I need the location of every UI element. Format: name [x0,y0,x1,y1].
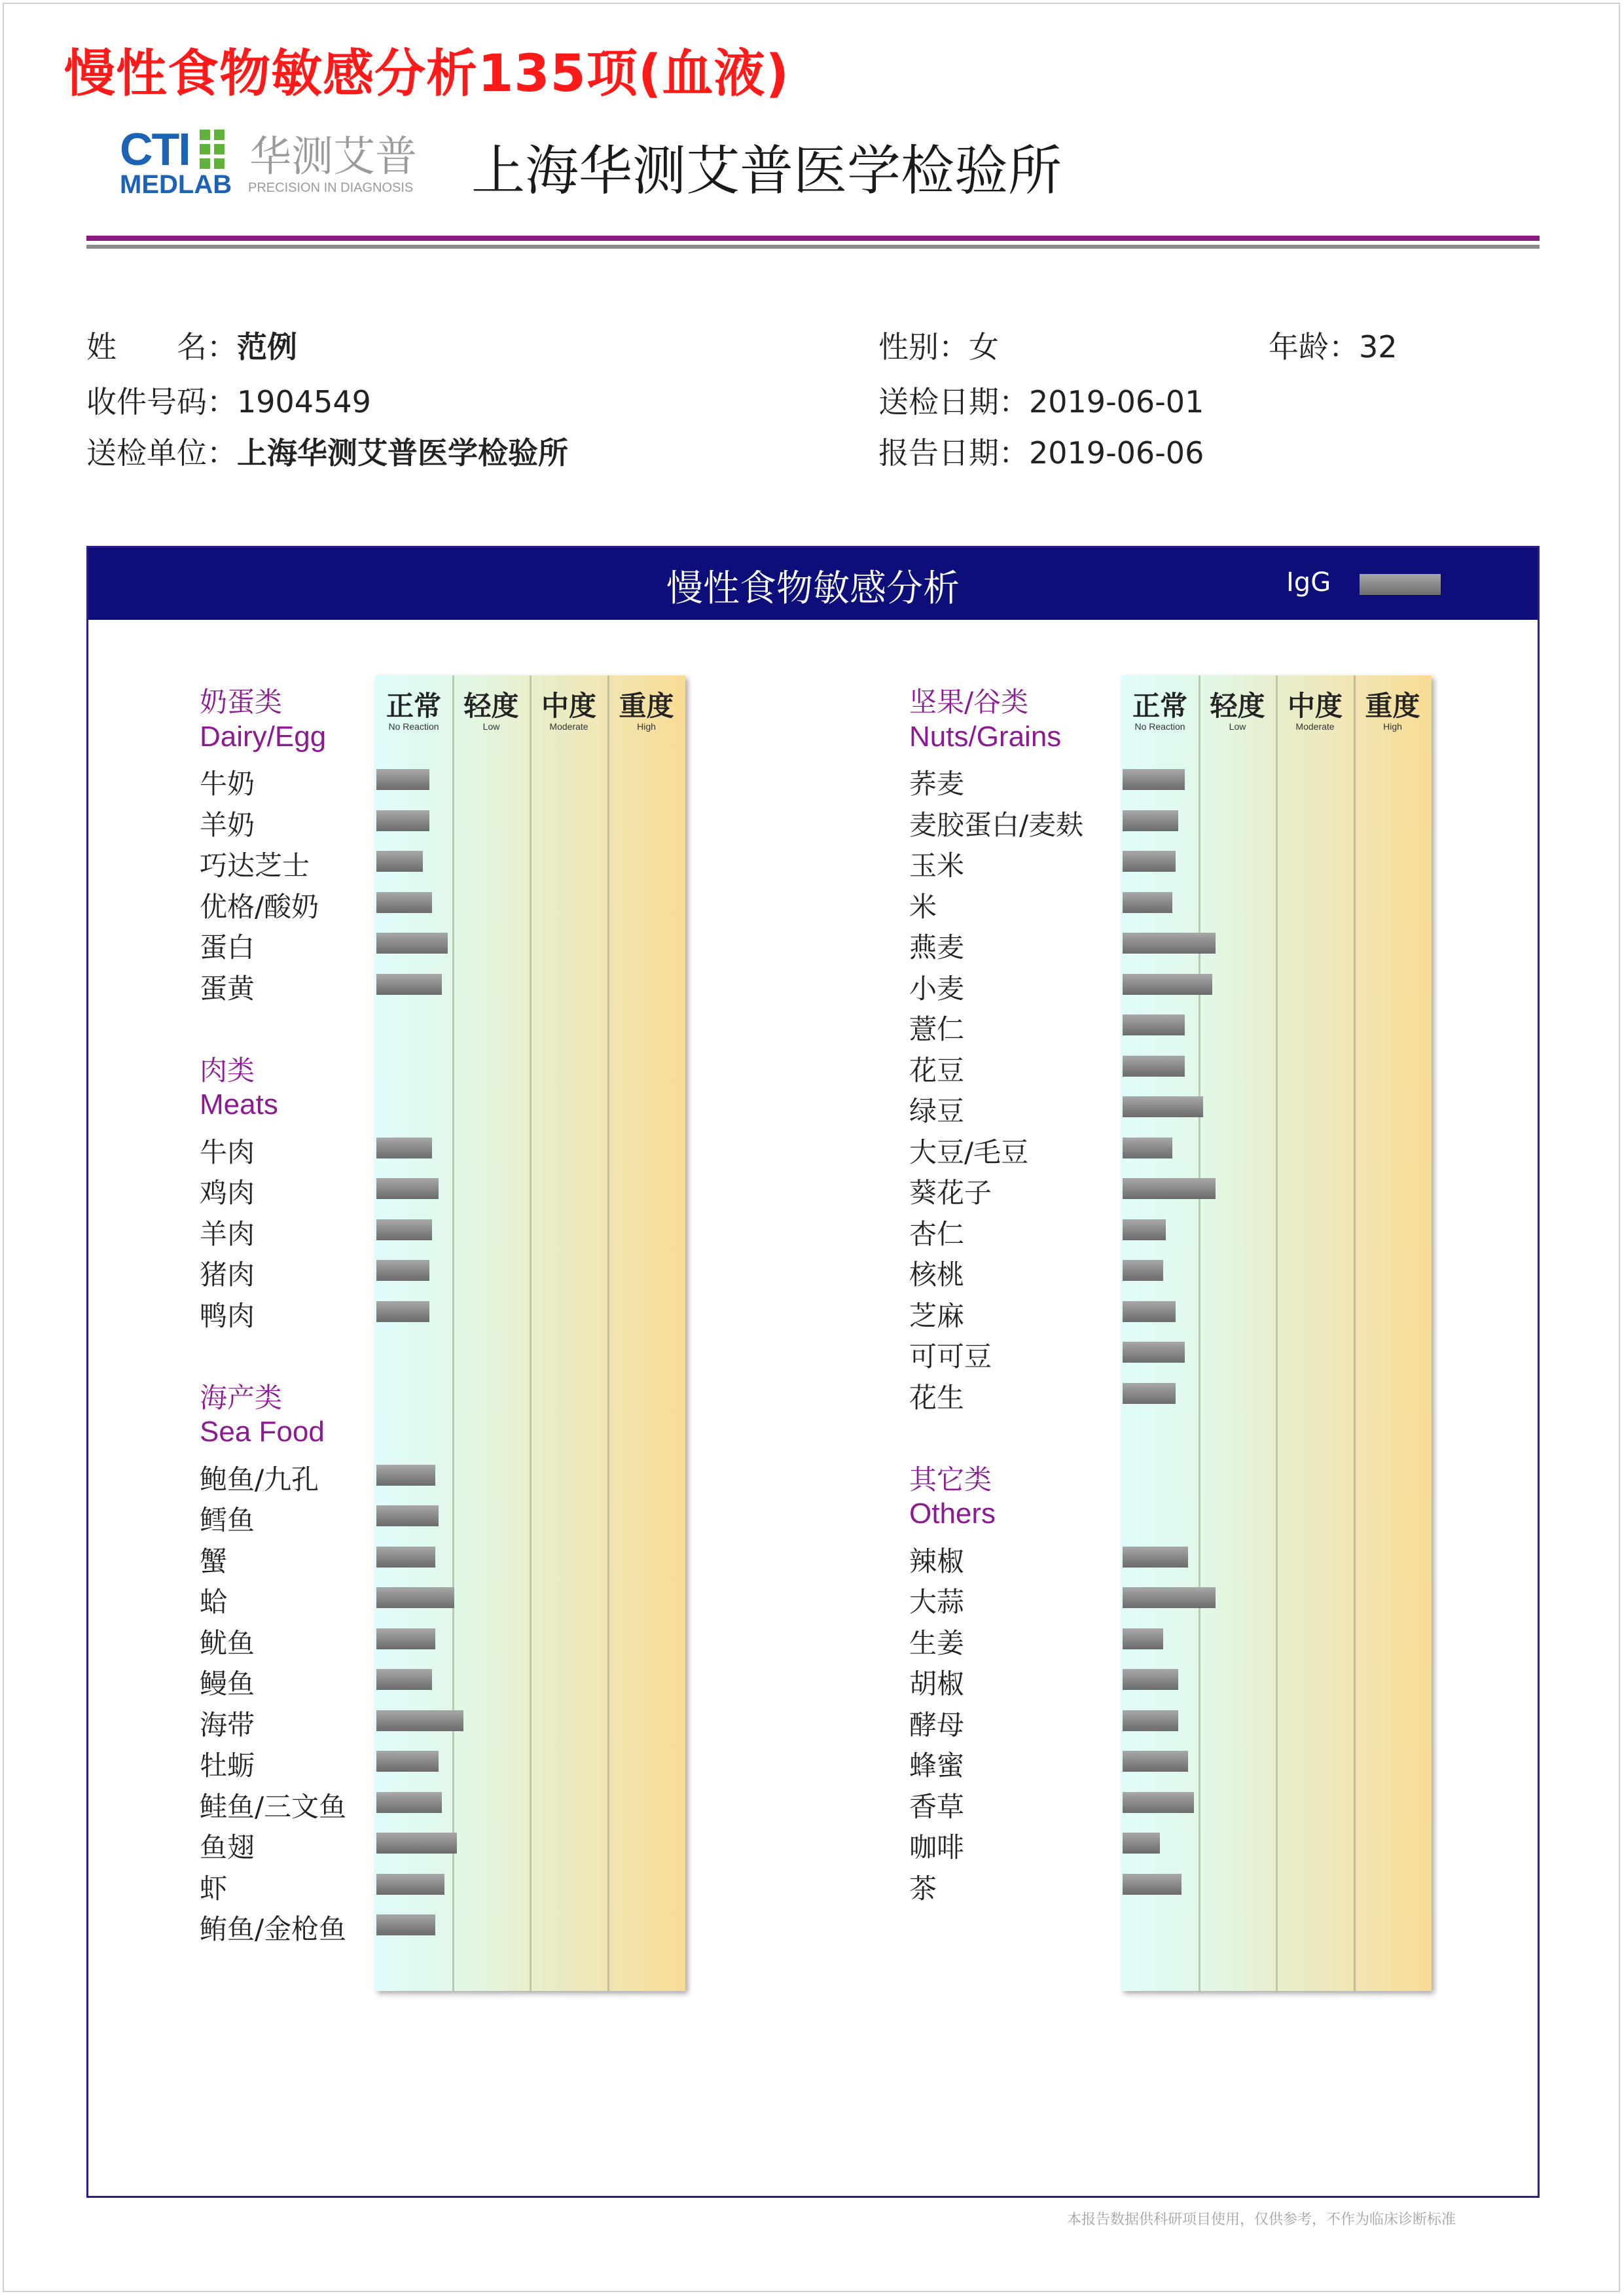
category-label-en: Sea Food [200,1416,325,1448]
level-header [1355,685,1431,732]
category-label-en: Others [909,1498,996,1530]
level-separator [1276,675,1278,1991]
food-item-label: 鸭肉 [200,1299,255,1332]
lab-logo [120,120,427,199]
food-item-label: 生姜 [909,1626,965,1659]
igg-level-bar [376,1178,439,1199]
food-item-label: 优格/酸奶 [200,890,319,923]
igg-level-bar [376,1587,454,1608]
igg-level-bar [1123,1138,1172,1158]
header-divider-secondary [86,245,1540,249]
report-date-label: 报告日期： [878,435,1029,471]
food-item-label: 蜂蜜 [909,1749,965,1782]
food-item-label: 鸡肉 [200,1177,255,1209]
igg-level-bar [1123,1342,1185,1363]
igg-level-bar [1123,1178,1216,1199]
level-header [609,685,685,732]
level-header [1277,685,1353,732]
level-header-en: No Reaction [388,721,439,732]
igg-level-bar [1123,1056,1185,1077]
logo-sub: MEDLAB [120,170,232,199]
igg-level-bar [376,1547,435,1568]
food-item-label: 花生 [909,1381,965,1414]
igg-level-bar [376,1833,457,1854]
igg-level-bar [376,1465,435,1486]
age-label: 年龄： [1269,329,1359,365]
food-item-label: 鱼翅 [200,1831,255,1863]
food-item-label: 虾 [200,1872,228,1905]
level-separator [1354,675,1356,1991]
food-item-label: 茶 [909,1872,937,1905]
level-header-en: Low [482,721,500,732]
food-item-label: 蛋黄 [200,972,255,1005]
level-header-cn: 轻度 [1210,690,1265,722]
food-item-label: 鲑鱼/三文鱼 [200,1790,347,1823]
age-value: 32 [1359,329,1398,365]
category-label-en: Dairy/Egg [200,720,327,753]
igg-level-bar [1123,851,1176,872]
category-label-en: Meats [200,1088,278,1121]
receipt-value: 1904549 [237,384,371,420]
gender-field [878,323,999,367]
igg-level-bar [1123,1874,1182,1895]
igg-level-bar [1123,1587,1216,1608]
unit-field [86,429,568,473]
level-header-en: Moderate [549,721,588,732]
category-label-cn: 其它类 [909,1463,992,1496]
igg-level-bar [1123,1383,1176,1404]
igg-level-bar [376,1914,435,1935]
igg-level-bar [1123,1014,1185,1035]
igg-level-bar [1123,1547,1188,1568]
organization-name: 上海华测艾普医学检验所 [471,140,1062,202]
gender-value: 女 [969,329,999,365]
food-item-label: 花豆 [909,1054,965,1086]
food-item-label: 鳗鱼 [200,1668,255,1700]
igg-level-bar [1123,1751,1188,1772]
igg-level-bar [1123,1792,1194,1813]
level-header-en: High [637,721,656,732]
level-header-cn: 中度 [1287,690,1343,722]
igg-level-bar [376,1669,432,1690]
legend-swatch [1360,574,1441,595]
food-item-label: 荞麦 [909,768,965,800]
category-label-cn: 海产类 [200,1381,283,1414]
igg-level-bar [1123,1669,1178,1690]
category-label-cn: 肉类 [200,1054,255,1086]
level-header-en: Moderate [1295,721,1335,732]
document-title: 慢性食物敏感分析135项(血液) [64,45,790,103]
name-label: 姓 名： [86,329,237,365]
igg-level-bar [376,1138,432,1158]
level-header-cn: 重度 [1365,690,1420,722]
food-item-label: 核桃 [909,1259,965,1291]
food-item-label: 麦胶蛋白/麦麸 [909,808,1084,841]
logo-tagline: PRECISION IN DIAGNOSIS [248,181,414,195]
food-item-label: 燕麦 [909,931,965,963]
food-item-label: 鲍鱼/九孔 [200,1463,319,1496]
igg-level-bar [376,1628,435,1649]
food-item-label: 鲔鱼/金枪鱼 [200,1913,347,1945]
logo-brand: CTI [120,124,190,175]
results-panel [86,546,1540,2198]
report-date-value: 2019-06-06 [1029,435,1204,471]
receipt-label: 收件号码： [86,384,237,420]
age-field [1269,323,1398,367]
level-separator [452,675,454,1991]
panel-header [88,548,1538,620]
level-header-en: Low [1229,721,1246,732]
level-header-cn: 轻度 [463,690,519,722]
header-divider [86,236,1540,241]
level-header [531,685,607,732]
food-item-label: 猪肉 [200,1259,255,1291]
unit-label: 送检单位： [86,435,237,471]
food-item-label: 鳕鱼 [200,1504,255,1536]
food-item-label: 芝麻 [909,1299,965,1332]
panel-title: 慢性食物敏感分析 [666,567,960,610]
category-label-en: Nuts/Grains [909,720,1062,753]
igg-level-bar [1123,1301,1176,1322]
igg-level-bar [376,810,429,831]
name-value: 范例 [237,329,297,365]
logo-cn: 华测艾普 [249,133,417,181]
legend-label: IgG [1286,567,1331,598]
food-item-label: 葵花子 [909,1177,992,1209]
food-item-label: 巧达芝士 [200,850,310,882]
igg-level-bar [376,933,448,954]
food-item-label: 杏仁 [909,1217,965,1250]
food-item-label: 鱿鱼 [200,1626,255,1659]
category-label-cn: 奶蛋类 [200,686,283,718]
gender-label: 性别： [878,329,969,365]
igg-level-bar [376,1505,439,1526]
send-date-label: 送检日期： [878,384,1029,420]
igg-level-bar [376,769,429,790]
food-item-label: 香草 [909,1790,965,1823]
food-item-label: 大蒜 [909,1586,965,1618]
food-item-label: 大豆/毛豆 [909,1136,1029,1168]
igg-level-bar [1123,1628,1163,1649]
level-header [454,685,530,732]
igg-level-bar [376,1710,463,1731]
igg-level-bar [376,892,432,913]
food-item-label: 可可豆 [909,1340,992,1372]
level-header-cn: 重度 [619,690,674,722]
food-item-label: 蛋白 [200,931,255,963]
igg-level-bar [376,1260,429,1281]
igg-level-bar [376,1301,429,1322]
igg-level-bar [376,1219,432,1240]
unit-value: 上海华测艾普医学检验所 [237,435,568,471]
footer-note: 本报告数据供科研项目使用，仅供参考，不作为临床诊断标准 [1067,2212,1456,2228]
igg-level-bar [1123,974,1212,995]
igg-level-bar [1123,892,1172,913]
igg-level-bar [1123,1710,1178,1731]
igg-level-bar [376,1792,442,1813]
food-item-label: 绿豆 [909,1095,965,1127]
food-item-label: 羊奶 [200,808,255,841]
food-item-label: 酵母 [909,1708,965,1741]
igg-level-bar [1123,769,1185,790]
level-header [1122,685,1198,732]
igg-level-bar [376,851,423,872]
level-separator [607,675,609,1991]
igg-level-bar [1123,810,1178,831]
food-item-label: 蟹 [200,1545,228,1577]
food-item-label: 小麦 [909,972,965,1005]
level-header [376,685,452,732]
igg-level-bar [1123,1833,1160,1854]
receipt-field [86,378,371,422]
food-item-label: 牛奶 [200,768,255,800]
food-item-label: 羊肉 [200,1217,255,1250]
name-field [86,323,297,367]
level-header-en: High [1383,721,1402,732]
logo-dots-icon [200,130,239,169]
level-header-cn: 正常 [386,690,441,722]
food-item-label: 玉米 [909,850,965,882]
food-item-label: 牛肉 [200,1136,255,1168]
food-item-label: 薏仁 [909,1013,965,1045]
igg-level-bar [376,974,442,995]
level-header [1200,685,1276,732]
food-item-label: 辣椒 [909,1545,965,1577]
level-header-cn: 正常 [1132,690,1187,722]
food-item-label: 胡椒 [909,1668,965,1700]
level-separator [530,675,532,1991]
igg-level-bar [376,1874,444,1895]
food-item-label: 蛤 [200,1586,228,1618]
igg-level-bar [1123,1096,1203,1117]
level-header-cn: 中度 [541,690,596,722]
igg-level-bar [1123,1219,1166,1240]
food-item-label: 海带 [200,1708,255,1741]
food-item-label: 米 [909,890,937,923]
igg-level-bar [376,1751,439,1772]
food-item-label: 牡蛎 [200,1749,255,1782]
category-label-cn: 坚果/谷类 [909,686,1029,718]
igg-level-bar [1123,1260,1163,1281]
send-date-value: 2019-06-01 [1029,384,1204,420]
level-separator [1199,675,1200,1991]
igg-level-bar [1123,933,1216,954]
level-header-en: No Reaction [1134,721,1185,732]
send-date-field [878,378,1204,422]
food-item-label: 咖啡 [909,1831,965,1863]
report-date-field [878,429,1204,473]
